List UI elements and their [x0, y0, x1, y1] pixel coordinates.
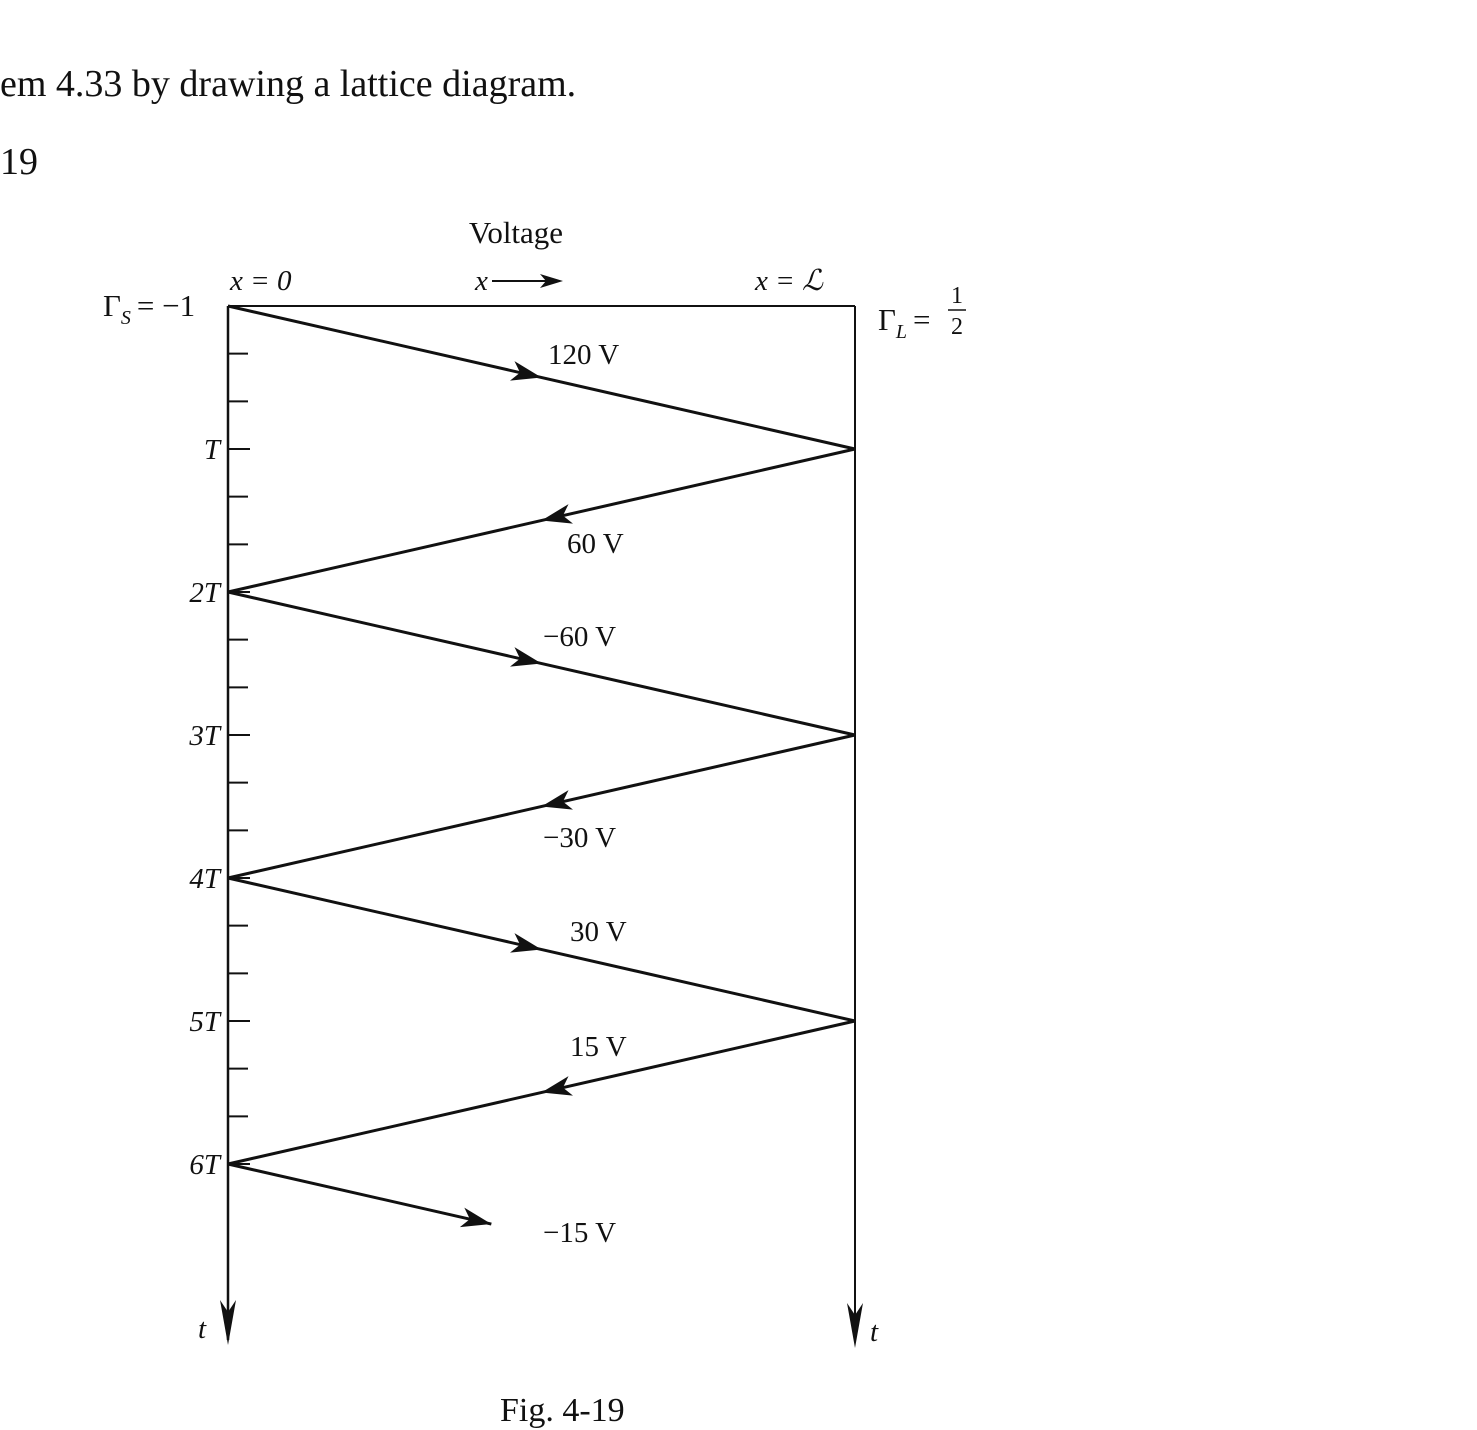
svg-text:1: 1	[951, 283, 963, 309]
wave-ray	[228, 1164, 616, 1249]
wave-ray	[228, 1021, 855, 1164]
time-label: 6T	[189, 1149, 220, 1181]
wave-voltage-label: 60 V	[567, 528, 624, 560]
svg-text:2: 2	[951, 314, 963, 340]
x-direction-label: x	[475, 265, 488, 297]
figure-caption: Fig. 4-19	[500, 1392, 625, 1429]
svg-text:ΓL=: $\Gamma_L$ =	[878, 302, 931, 343]
direction-arrow-icon	[539, 1076, 573, 1102]
load-time-label: t	[870, 1316, 879, 1348]
direction-arrow-icon	[539, 790, 573, 816]
wave-voltage-label: 15 V	[570, 1031, 627, 1063]
x-direction-arrow-icon	[492, 274, 563, 288]
time-label: 4T	[189, 863, 220, 895]
wave-ray	[228, 592, 855, 735]
wave-ray	[228, 449, 855, 592]
wave-ray	[228, 306, 855, 449]
gamma-l-label	[878, 283, 966, 343]
time-label: 3T	[189, 720, 220, 752]
direction-arrow-icon	[539, 504, 573, 530]
problem-text: em 4.33 by drawing a lattice diagram.	[0, 63, 577, 105]
wave-voltage-label: 120 V	[548, 339, 620, 371]
time-label: T	[203, 434, 220, 466]
time-label: 2T	[189, 577, 220, 609]
wave-voltage-label: 30 V	[570, 916, 627, 948]
direction-arrow-icon	[510, 361, 544, 387]
x-start-label: x = 0	[230, 265, 292, 297]
wave-ray	[228, 735, 855, 878]
x-end-label: x = ℒ	[755, 265, 823, 297]
wave-voltage-label: −15 V	[543, 1217, 617, 1249]
gamma-s-label	[103, 288, 195, 329]
direction-arrow-icon	[510, 933, 544, 959]
svg-text:ΓS= −1: $\Gamma_S = -1$	[103, 288, 196, 329]
direction-arrow-icon	[510, 647, 544, 673]
direction-arrow-icon	[460, 1208, 494, 1234]
wave-voltage-label: −60 V	[543, 621, 617, 653]
wave-ray	[228, 878, 855, 1021]
time-label: 5T	[189, 1006, 220, 1038]
diagram-title: Voltage	[468, 215, 564, 250]
wave-voltage-label: −30 V	[543, 822, 617, 854]
figure-reference: 19	[0, 141, 38, 183]
source-time-label: t	[198, 1313, 207, 1345]
